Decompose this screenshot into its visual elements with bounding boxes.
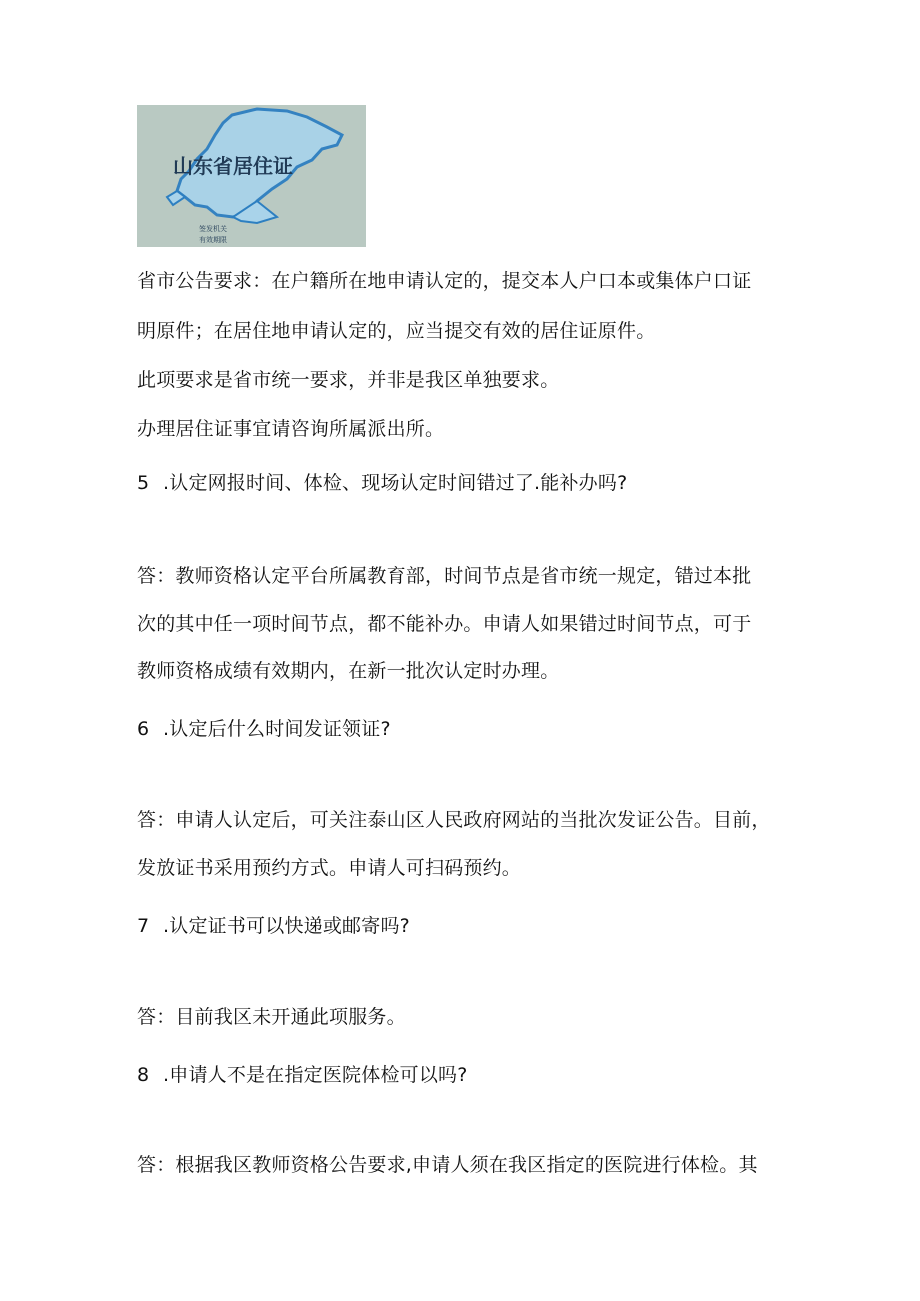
- permit-title: 山东省居住证: [173, 154, 293, 178]
- residence-permit-image: [137, 105, 366, 247]
- answer-line: 教师资格成绩有效期内，在新一批次认定时办理。: [137, 660, 560, 682]
- permit-small-line-2: 有效期限: [199, 236, 227, 244]
- body-line: 明原件；在居住地申请认定的，应当提交有效的居住证原件。: [137, 320, 656, 342]
- question-text: .申请人不是在指定医院体检可以吗?: [163, 1064, 468, 1086]
- answer-line: 答：目前我区未开通此项服务。: [137, 1006, 406, 1028]
- answer-line: 答：教师资格认定平台所属教育部，时间节点是省市统一规定，错过本批: [137, 565, 752, 587]
- question-text: .认定后什么时间发证领证?: [163, 718, 391, 740]
- answer-line: 次的其中任一项时间节点，都不能补办。申请人如果错过时间节点，可于: [137, 613, 752, 635]
- question-text: .认定证书可以快递或邮寄吗?: [163, 915, 410, 937]
- answer-line: 答：申请人认定后，可关注泰山区人民政府网站的当批次发证公告。目前，: [137, 809, 771, 831]
- question-6: [137, 718, 391, 740]
- answer-line: 答：根据我区教师资格公告要求,申请人须在我区指定的医院进行体检。其: [137, 1154, 758, 1176]
- question-text: .认定网报时间、体检、现场认定时间错过了.能补办吗?: [163, 472, 628, 494]
- question-8: [137, 1064, 468, 1086]
- question-5: [137, 472, 627, 494]
- question-number: 7: [137, 915, 150, 937]
- body-line: 此项要求是省市统一要求，并非是我区单独要求。: [137, 369, 560, 391]
- body-line: 办理居住证事宜请咨询所属派出所。: [137, 418, 445, 440]
- question-number: 6: [137, 718, 150, 740]
- question-number: 8: [137, 1064, 150, 1086]
- body-line: 省市公告要求：在户籍所在地申请认定的，提交本人户口本或集体户口证: [137, 270, 752, 292]
- residence-permit-map-graphic: [137, 105, 366, 247]
- answer-line: 发放证书采用预约方式。申请人可扫码预约。: [137, 857, 522, 879]
- permit-small-line-1: 签发机关: [199, 225, 227, 233]
- question-7: [137, 915, 410, 937]
- question-number: 5: [137, 472, 150, 494]
